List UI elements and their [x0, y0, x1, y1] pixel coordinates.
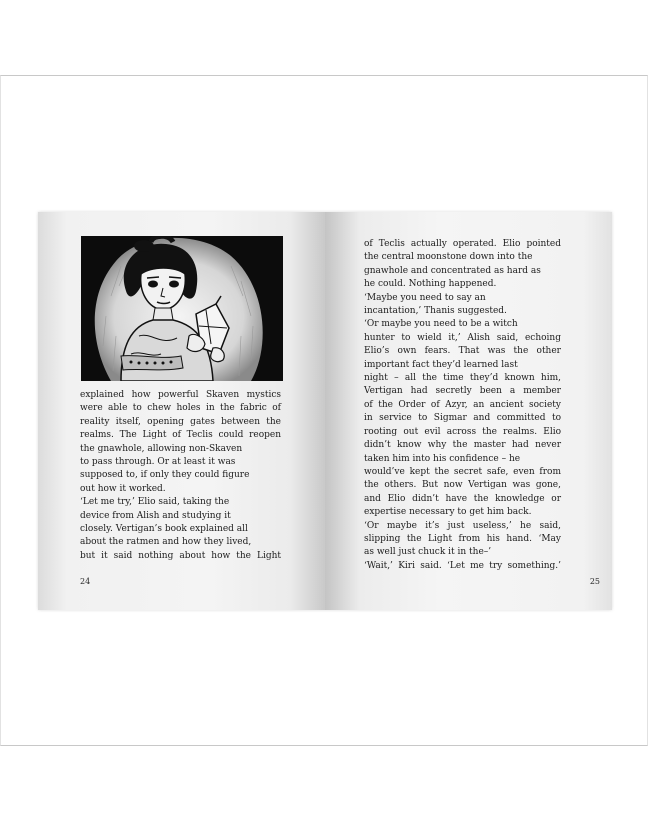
text-line: didn’t know why the master had never	[364, 440, 561, 451]
text-line: reality itself, opening gates between the	[80, 416, 281, 427]
text-line: to pass through. Or at least it was	[80, 457, 236, 468]
text-line: the central moonstone down into the	[364, 252, 533, 263]
text-line: the others. But now Vertigan was gone,	[364, 480, 561, 491]
text-line: out how it worked.	[80, 483, 166, 494]
text-line: slipping the Light from his hand. ‘May	[364, 533, 561, 544]
text-line: realms. The Light of Teclis could reopen	[80, 430, 281, 441]
text-line: explained how powerful Skaven mystics	[80, 390, 281, 400]
text-line: incantation,’ Thanis suggested.	[364, 306, 507, 317]
left-page-text	[80, 389, 281, 563]
text-line: ‘Let me try,’ Elio said, taking the	[80, 497, 230, 508]
text-line: Vertigan had secretly been a member	[364, 386, 561, 397]
text-line: but it said nothing about how the Light	[80, 550, 281, 561]
text-line: gnawhole and concentrated as hard as	[364, 265, 541, 276]
text-line: rooting out evil across the realms. Elio	[364, 426, 561, 437]
text-line: night – all the time they’d known him,	[364, 373, 561, 384]
text-line: important fact they’d learned last	[364, 359, 518, 370]
text-line: ‘Or maybe you need to be a witch	[364, 319, 518, 330]
left-page	[38, 212, 325, 610]
text-line: of Teclis actually operated. Elio pointed	[364, 239, 561, 249]
illustration-girl-with-lantern	[81, 236, 283, 381]
text-line: hunter to wield it,’ Alish said, echoing	[364, 332, 561, 343]
text-line: expertise necessary to get him back.	[364, 507, 532, 518]
text-line: he could. Nothing happened.	[364, 279, 497, 290]
text-line: of the Order of Azyr, an ancient society	[364, 399, 561, 410]
text-line: ‘Wait,’ Kiri said. ‘Let me try something.’	[364, 560, 561, 571]
illustration-drawing	[81, 236, 283, 381]
text-line: device from Alish and studying it	[80, 510, 231, 521]
page-number-left: 24	[80, 577, 91, 586]
text-line: supposed to, if only they could figure	[80, 470, 250, 481]
right-page	[325, 212, 612, 610]
text-line: Elio’s own fears. That was the other	[364, 346, 561, 357]
text-line: would’ve kept the secret safe, even from	[364, 466, 561, 477]
text-line: about the ratmen and how they lived,	[80, 537, 252, 548]
text-line: were able to chew holes in the fabric of	[80, 403, 281, 414]
book-spread	[38, 212, 612, 610]
text-line: ‘Or maybe it’s just useless,’ he said,	[364, 520, 561, 531]
text-line: and Elio didn’t have the knowledge or	[364, 493, 561, 504]
right-page-text	[364, 238, 561, 573]
text-line: closely. Vertigan’s book explained all	[80, 524, 248, 535]
text-line: in service to Sigmar and committed to	[364, 413, 561, 424]
page-number-right: 25	[589, 577, 600, 586]
text-line: the gnawhole, allowing non-Skaven	[80, 443, 243, 454]
text-line: as well just chuck it in the–’	[364, 547, 492, 558]
text-line: taken him into his confidence – he	[364, 453, 521, 464]
text-line: ‘Maybe you need to say an	[364, 292, 486, 303]
